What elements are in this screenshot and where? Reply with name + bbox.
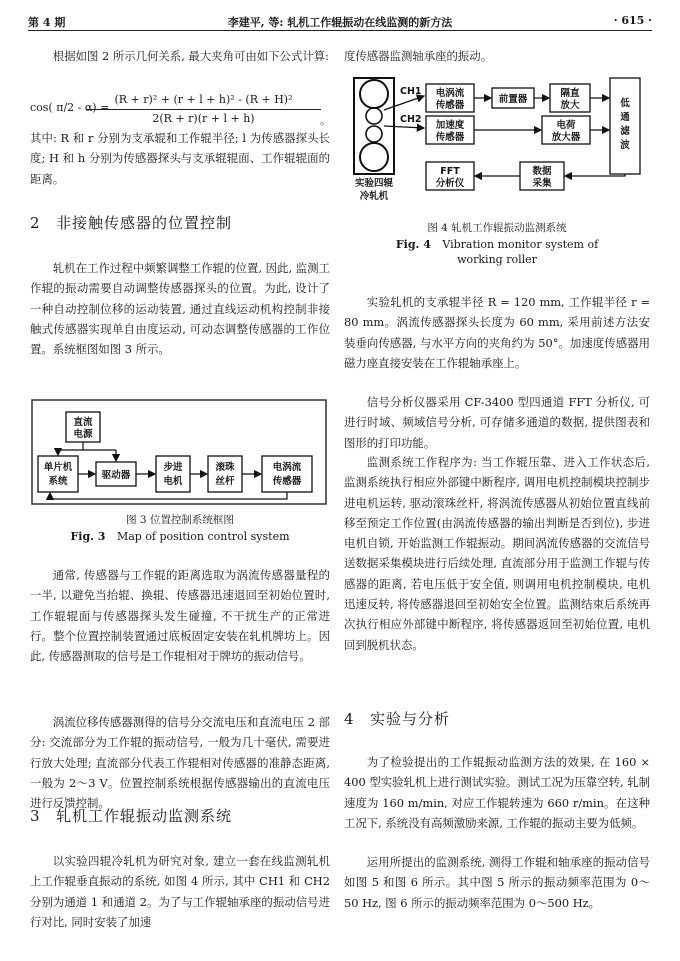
right-para-4 [344, 752, 650, 833]
section-3-para-1 [30, 851, 330, 932]
right-para-3 [344, 452, 650, 655]
accel-sensor-label-2: 传感器 [435, 132, 465, 143]
accel-sensor-label-1: 加速度 [435, 120, 465, 131]
lpf-label-1: 低 [620, 98, 630, 109]
paragraph: 监测系统工作程序为: 当工作辊压靠、进入工作状态后, 监测系统执行相应外部键中断程序, 调用电机控制模块控制步进电机运转, 驱动滚珠丝杆, 将涡流传感器从初始位置直线前移至预定工作位置(由涡流传感器的输出判断是否到位), 步进电机自锁, 开始监测工作辊振动。期间涡流传感器的交流信号送数据采集模块进行后续处理, 直流部分用于监测工作辊与传感器的距离, 若电压低于安全值, 则调用电机控制模块, 电机迅速反转, 将传感器退回至初始安全位置。监测结束后系统再次执行相应外部键中断程序, 将传感器返回至初始位置, 电机回到脱机状态。 [344, 455, 650, 652]
ball-screw-label-2: 丝杆 [215, 476, 235, 487]
paragraph: 运用所提出的监测系统, 测得工作辊和轴承座的振动信号如图 5 和图 6 所示。其中图 5 所示的振动频率范围为 0～50 Hz, 图 6 所示的振动频率范围为 0～500 Hz。 [344, 855, 650, 910]
mill-label-1: 实验四辊 [354, 178, 394, 189]
paragraph: 轧机在工作过程中频繁调整工作辊的位置, 因此, 监测工作辊的振动需要自动调整传感器探头的位置。为此, 设计了一种自动控制位移的运动装置, 通过直线运动机构控制非接触式传感器实现单自由度运动, 可动态调整传感器的工作位置。系统框图如图 3 所示。 [30, 261, 330, 357]
paragraph: 度传感器监测轴承座的振动。 [344, 49, 493, 63]
fraction-bar [86, 109, 321, 110]
right-para-5 [344, 852, 650, 913]
paragraph: 为了检验提出的工作辊振动监测方法的效果, 在 160 × 400 型实验轧机上进行测试实验。测试工况为压靠空转, 轧制速度为 160 m/min, 对应工作辊转速为 660 r/min。在这种工况下, 系统没有高频激励来源, 工作辊的振动主要为低频。 [344, 755, 650, 830]
lpf-label-4: 波 [620, 140, 630, 151]
figure-4-caption-cn: 图 4 轧机工作辊振动监测系统 [427, 222, 567, 234]
figure-4-title-en-2: working roller [457, 253, 537, 266]
formula-lhs: cos( π/2 - α) = [30, 101, 110, 114]
figure-4-title-en-1: Vibration monitor system of [442, 238, 599, 251]
mcu-label-2: 系统 [48, 476, 68, 487]
section-2-heading [30, 212, 330, 233]
formula-intro: 根据如图 2 所示几何关系, 最大夹角可由如下公式计算: [52, 49, 329, 63]
preamp-label: 前置器 [498, 94, 528, 105]
mill-label-2: 冷轧机 [359, 191, 389, 202]
right-para-2 [344, 392, 650, 453]
stepper-motor-label-2: 电机 [163, 476, 183, 487]
ball-screw-label-1: 滚珠 [215, 462, 235, 473]
formula-numerator: (R + r)² + (r + l + h)² - (R + H)² [114, 93, 293, 106]
ch1-label: CH1 [400, 86, 422, 97]
paragraph: 实验轧机的支承辊半径 R = 120 mm, 工作辊半径 r = 80 mm。涡流传感器探头长度为 60 mm, 采用前述方法安装垂向传感器, 与水平方向的夹角约为 50°。加速度传感器用磁力座直接安装在工作辊轴承座上。 [344, 295, 650, 370]
formula-denominator: 2(R + r)(r + l + h) [152, 112, 255, 125]
figure-3-title-en: Map of position control system [116, 530, 290, 543]
right-para-1 [344, 292, 650, 373]
paragraph: 信号分析仪器采用 CF-3400 型四通道 FFT 分析仪, 可进行时域、频域信号分析, 可存储多通道的数据, 提供图表和图形的打印功能。 [344, 395, 650, 450]
eddy-sensor-label-1: 电涡流 [435, 88, 465, 99]
charge-amp-label-1: 电荷 [556, 120, 576, 131]
fft-label-2: 分析仪 [435, 178, 465, 189]
section-3-heading [30, 805, 330, 826]
running-title: 李建平, 等: 轧机工作辊振动在线监测的新方法 [227, 16, 453, 29]
eddy-sensor-label-2: 传感器 [435, 100, 465, 111]
section-number: 3 [30, 807, 41, 825]
charge-amp-label-2: 放大器 [551, 132, 581, 143]
left-intro [30, 46, 330, 66]
lpf-label-3: 滤 [620, 126, 630, 137]
stepper-motor-label-1: 步进 [163, 462, 183, 473]
formula [30, 88, 330, 132]
eddy-sensor-label-1: 电涡流 [272, 462, 302, 473]
dc-block-amp-label-2: 放大 [560, 100, 580, 111]
daq-label-2: 采集 [532, 178, 552, 189]
figure-4-caption [344, 220, 650, 266]
work-roll-bottom [366, 126, 382, 142]
feedback-loop [50, 492, 287, 499]
paragraph: 通常, 传感器与工作辊的距离选取为涡流传感器量程的一半, 以避免当抬辊、换辊、传感器迅速退回至初始位置时, 工作辊辊面与传感器探头发生碰撞, 不干扰生产的正常进行。整个位置控制装置通过底板固定安装在轧机牌坊上。因此, 传感器测取的信号是工作辊相对于牌坊的振动信号。 [30, 568, 330, 664]
eddy-sensor-label-2: 传感器 [272, 476, 302, 487]
daq-label-1: 数据 [532, 166, 552, 177]
figure-3-label: Fig. 3 [70, 530, 106, 543]
section-2-para-2 [30, 565, 330, 666]
issue-number: 第 4 期 [28, 16, 66, 29]
dc-supply-label-2: 电源 [73, 429, 93, 440]
dc-supply-label-1: 直流 [73, 417, 93, 428]
figure-4-label: Fig. 4 [395, 238, 431, 251]
paragraph: 涡流位移传感器测得的信号分交流电压和直流电压 2 部分: 交流部分为工作辊的振动信号, 一般为几十毫伏, 需要进行放大处理; 直流部分代表工作辊相对传感器的准静态距离, 一般为 2～3 V。位置控制系统根据传感器输出的直流电压进行反馈控制。 [30, 715, 330, 811]
ch2-line [384, 126, 424, 128]
left-where [30, 128, 330, 189]
section-title: 轧机工作辊振动监测系统 [56, 807, 233, 825]
section-number: 4 [344, 710, 355, 728]
figure-3-frame [32, 400, 326, 504]
backup-roll-top [360, 80, 388, 108]
ch1-line [384, 96, 424, 110]
driver-label: 驱动器 [101, 470, 131, 481]
figure-4-diagram [344, 72, 650, 214]
work-roll-top [366, 108, 382, 124]
figure-3-caption-en [30, 530, 330, 543]
figure-4-caption-en [344, 238, 650, 251]
section-2-para-1 [30, 258, 330, 359]
section-title: 实验与分析 [370, 710, 451, 728]
formula-where: 其中: R 和 r 分别为支承辊和工作辊半径; l 为传感器探头长度; H 和 h 分别为传感器探头与支承辊辊面、工作辊辊面的距离。 [30, 131, 330, 186]
section-2-para-3 [30, 712, 330, 813]
fft-label-1: FFT [440, 166, 460, 177]
backup-roll-bottom [360, 143, 388, 171]
right-continuation [344, 46, 650, 66]
figure-3-caption-cn: 图 3 位置控制系统框图 [126, 514, 234, 526]
figure-3-caption [30, 512, 330, 543]
figure-3-diagram [30, 398, 330, 508]
page-number: · 615 · [613, 14, 652, 27]
header-rule [28, 30, 652, 31]
dc-block-amp-label-1: 隔直 [560, 88, 580, 99]
section-number: 2 [30, 214, 41, 232]
formula-end: 。 [320, 114, 331, 127]
mcu-label-1: 单片机 [43, 462, 73, 473]
section-title: 非接触传感器的位置控制 [56, 214, 233, 232]
paragraph: 以实验四辊冷轧机为研究对象, 建立一套在线监测轧机上工作辊垂直振动的系统, 如图 4 所示, 其中 CH1 和 CH2 分别为通道 1 和通道 2。为了与工作辊轴承座的振动信号进行对比, 同时安装了加速 [30, 854, 330, 929]
section-4-heading [344, 708, 650, 729]
lpf-label-2: 通 [620, 112, 630, 123]
ch2-label: CH2 [400, 114, 422, 125]
running-header [28, 10, 652, 32]
